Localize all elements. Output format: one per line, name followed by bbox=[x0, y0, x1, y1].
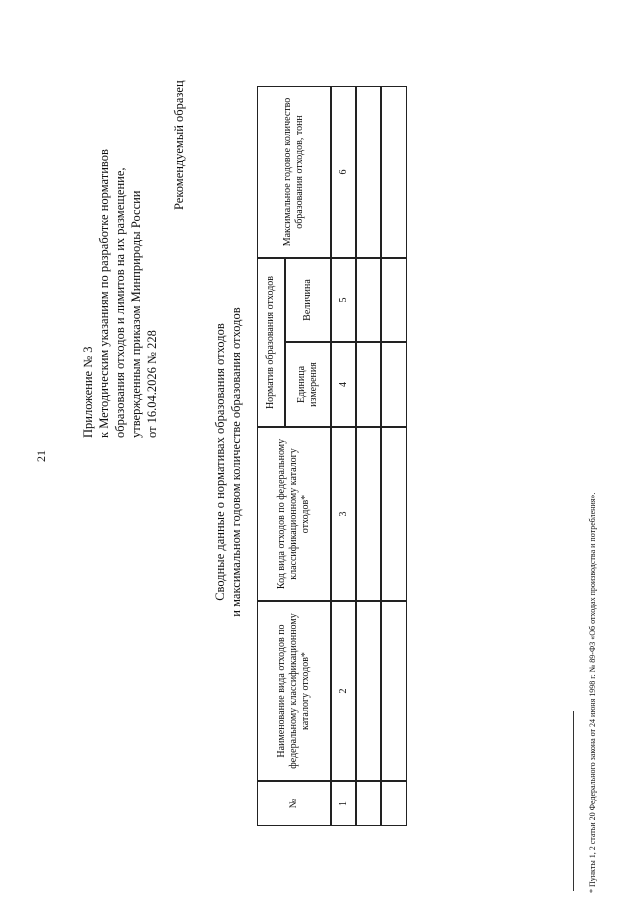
table-cell[interactable] bbox=[381, 258, 407, 342]
document-title bbox=[212, 272, 244, 652]
column-number: 2 bbox=[331, 601, 356, 781]
recommended-sample-label: Рекомендуемый образец bbox=[172, 80, 186, 210]
appendix-line: утвержденным приказом Минприроды России bbox=[129, 190, 143, 438]
table-cell[interactable] bbox=[381, 342, 407, 427]
table-cell[interactable] bbox=[381, 781, 407, 826]
appendix-line: Приложение № 3 bbox=[81, 346, 95, 438]
table-cell[interactable] bbox=[356, 86, 381, 258]
table-cell[interactable] bbox=[356, 601, 381, 781]
header-max-annual: Максимальное годовое количество образования отходов, тонн bbox=[257, 86, 331, 258]
title-line-1: Сводные данные о нормативах образования отходов bbox=[213, 323, 227, 601]
header-num: № bbox=[257, 781, 331, 826]
header-unit: Единица измерения bbox=[285, 342, 331, 427]
table-cell[interactable] bbox=[381, 86, 407, 258]
table-cell[interactable] bbox=[356, 342, 381, 427]
title-line-2: и максимальном годовом количестве образования отходов bbox=[229, 307, 243, 617]
column-number: 3 bbox=[331, 427, 356, 601]
table-cell[interactable] bbox=[356, 258, 381, 342]
column-number: 5 bbox=[331, 258, 356, 342]
header-waste-name: Наименование вида отходов по федеральному классификационному каталогу отходов* bbox=[257, 601, 331, 781]
header-waste-code: Код вида отходов по федеральному классификационному каталогу отходов* bbox=[257, 427, 331, 601]
table-cell[interactable] bbox=[381, 601, 407, 781]
table-cell[interactable] bbox=[356, 781, 381, 826]
header-norm-group: Норматив образования отходов bbox=[257, 258, 285, 427]
footnote-divider bbox=[573, 711, 574, 891]
appendix-line: от 16.04.2026 № 228 bbox=[145, 330, 159, 438]
waste-norms-table bbox=[257, 86, 407, 826]
table-cell[interactable] bbox=[356, 427, 381, 601]
header-value: Величина bbox=[285, 258, 331, 342]
footnote: * Пункты 1, 2 статьи 20 Федерального закона от 24 июня 1998 г. № 89-ФЗ «Об отходах производства и потребления». bbox=[588, 492, 597, 893]
column-number: 6 bbox=[331, 86, 356, 258]
table-cell[interactable] bbox=[381, 427, 407, 601]
page-number: 21 bbox=[34, 450, 48, 462]
appendix-block bbox=[80, 149, 160, 438]
appendix-line: к Методическим указаниям по разработке нормативов bbox=[97, 149, 111, 438]
appendix-line: образования отходов и лимитов на их размещение, bbox=[113, 167, 127, 438]
table-cell-num: 1 bbox=[331, 781, 356, 826]
column-number: 4 bbox=[331, 342, 356, 427]
